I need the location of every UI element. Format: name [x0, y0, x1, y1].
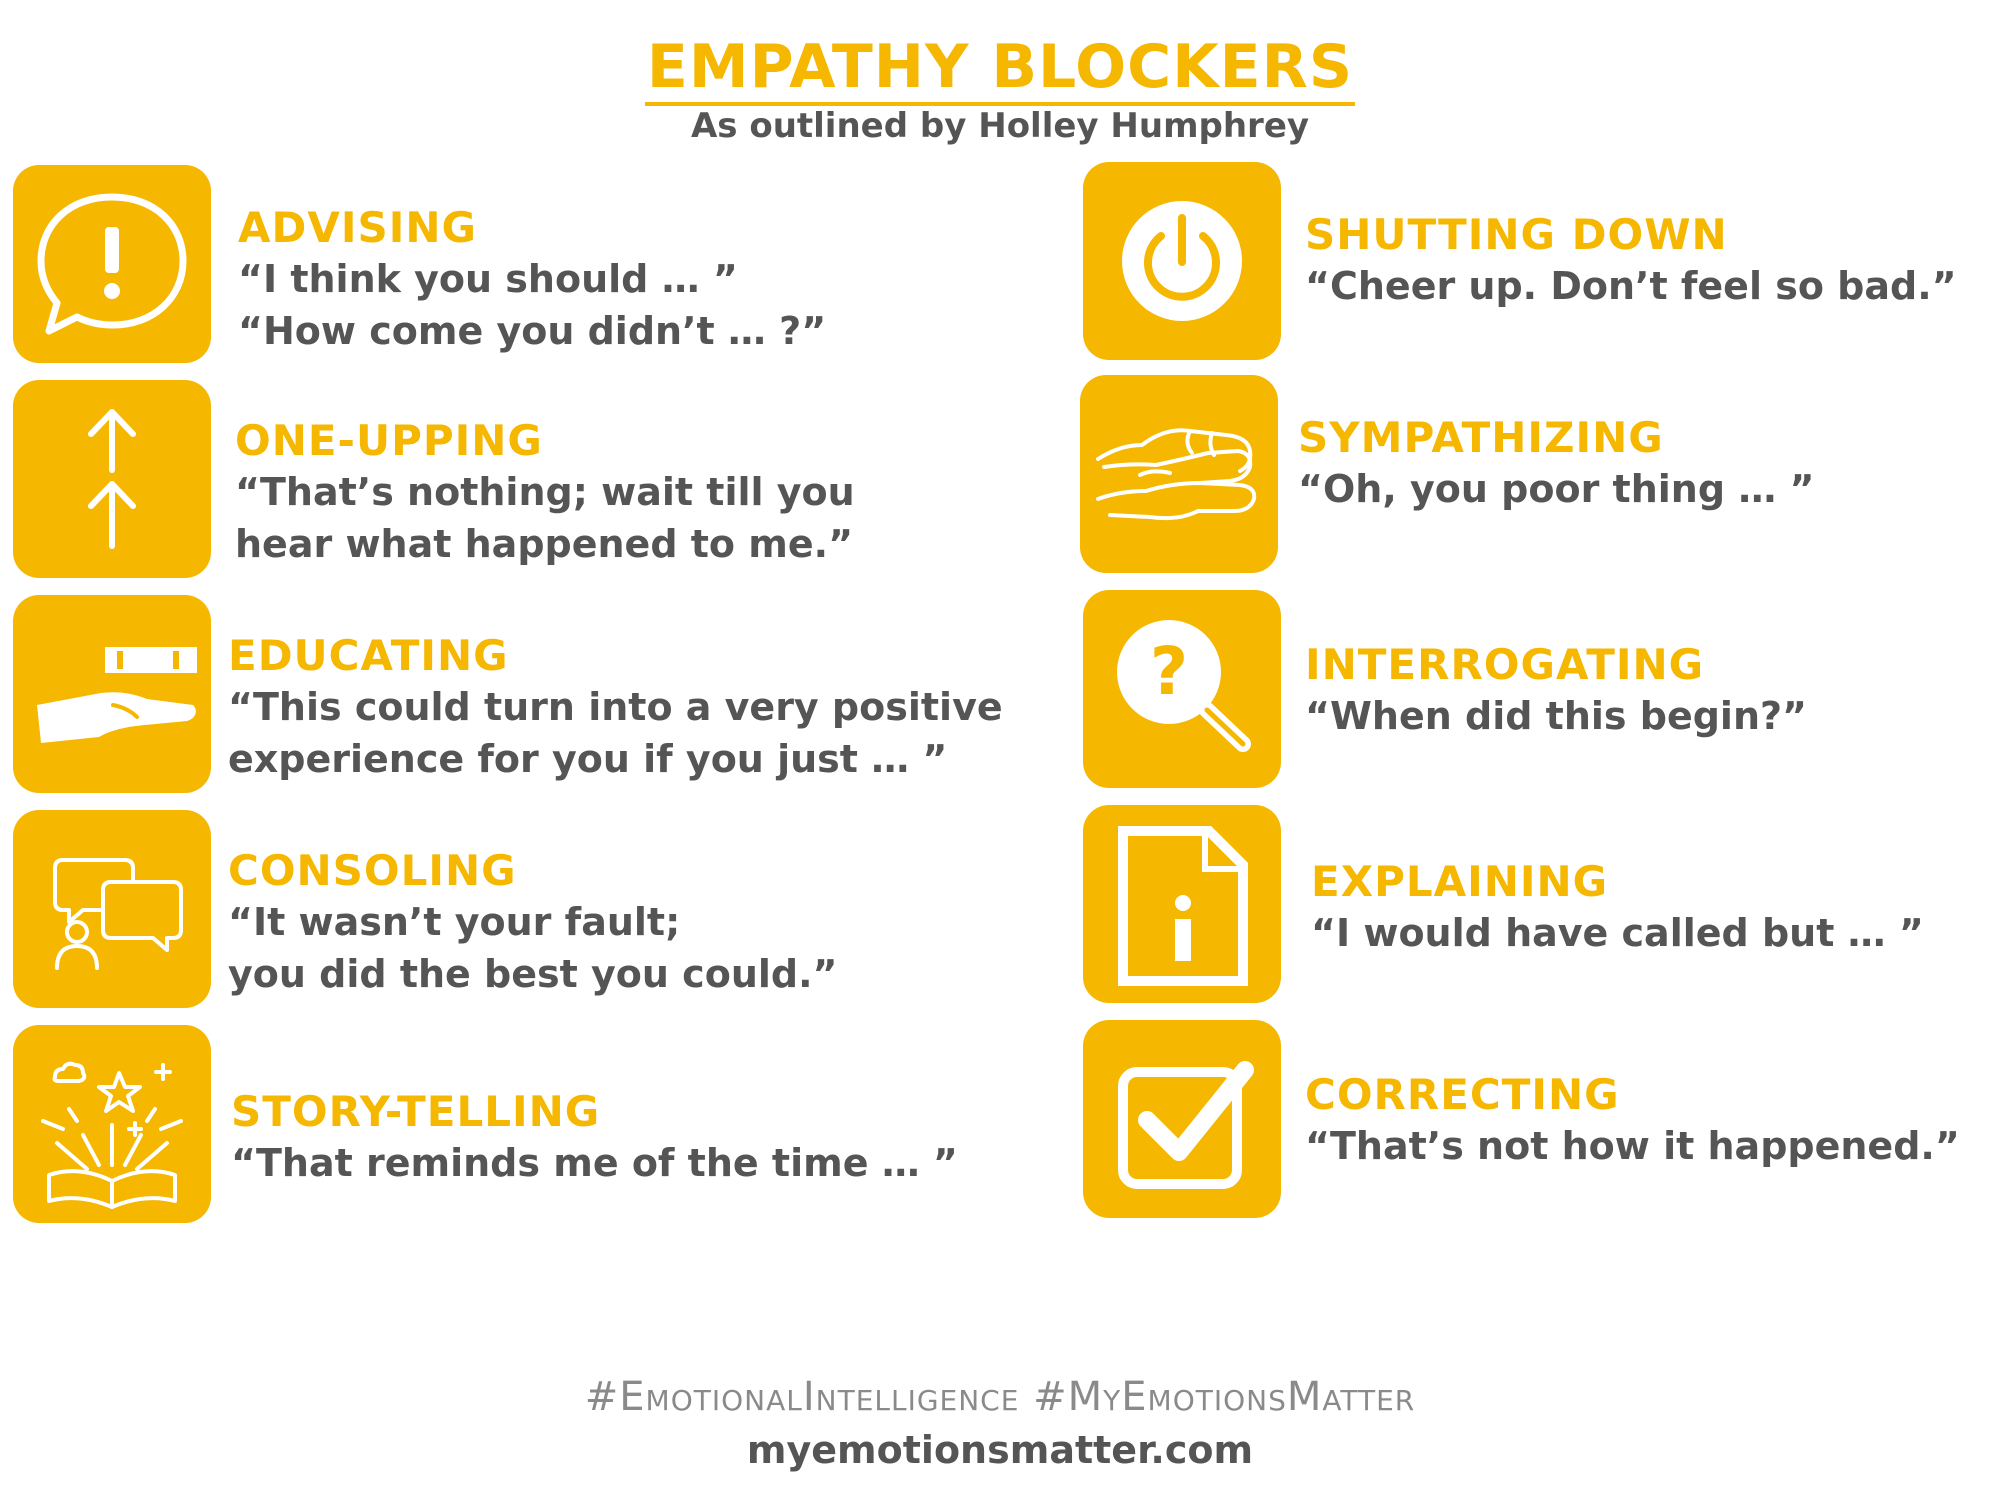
conversation-bubbles-icon: [13, 810, 211, 1008]
info-document-icon: [1083, 805, 1281, 1003]
clasped-hands-icon: [1080, 375, 1278, 573]
blocker-quote-line: hear what happened to me.”: [235, 522, 854, 566]
magnifier-question-icon: [1083, 590, 1281, 788]
page-subtitle: As outlined by Holley Humphrey: [690, 106, 1310, 146]
blocker-label: SHUTTING DOWN: [1305, 210, 1728, 259]
open-book-sparkles-icon: [13, 1025, 211, 1223]
blocker-label: INTERROGATING: [1305, 640, 1705, 689]
blocker-quote-line: “That’s nothing; wait till you: [235, 470, 855, 514]
blocker-quote-line: “Cheer up. Don’t feel so bad.”: [1305, 264, 1957, 308]
blocker-label: ADVISING: [238, 203, 477, 252]
svg-text:?: ?: [1149, 633, 1189, 710]
blocker-label: CONSOLING: [228, 846, 517, 895]
blocker-label: STORY-TELLING: [231, 1087, 601, 1136]
blocker-label: ONE-UPPING: [235, 416, 543, 465]
speech-bubble-exclamation-icon: [13, 165, 211, 363]
blocker-quote-line: “I would have called but … ”: [1311, 911, 1924, 955]
hashtags: #EmotionalIntelligence #MyEmotionsMatter: [584, 1374, 1416, 1420]
blocker-quote-line: experience for you if you just … ”: [228, 737, 948, 781]
hand-holding-book-icon: [13, 595, 211, 793]
blocker-quote-line: “I think you should … ”: [238, 257, 738, 301]
checkbox-checkmark-icon: [1083, 1020, 1281, 1218]
blocker-quote-line: “How come you didn’t … ?”: [238, 309, 827, 353]
blocker-quote-line: “When did this begin?”: [1305, 694, 1808, 738]
blocker-label: EXPLAINING: [1311, 857, 1609, 906]
blocker-label: EDUCATING: [228, 631, 509, 680]
page-title: EMPATHY BLOCKERS: [0, 32, 2000, 102]
blocker-quote-line: “That reminds me of the time … ”: [231, 1141, 958, 1185]
blocker-quote-line: “It wasn’t your fault;: [228, 900, 681, 944]
blocker-quote-line: you did the best you could.”: [228, 952, 838, 996]
blocker-label: CORRECTING: [1305, 1070, 1620, 1119]
blocker-label: SYMPATHIZING: [1298, 413, 1664, 462]
blocker-quote-line: “That’s not how it happened.”: [1305, 1124, 1960, 1168]
power-button-icon: [1083, 162, 1281, 360]
blocker-quote-line: “This could turn into a very positive: [228, 685, 1003, 729]
website-link[interactable]: myemotionsmatter.com: [746, 1428, 1254, 1472]
blocker-quote-line: “Oh, you poor thing … ”: [1298, 467, 1815, 511]
up-arrows-icon: [13, 380, 211, 578]
